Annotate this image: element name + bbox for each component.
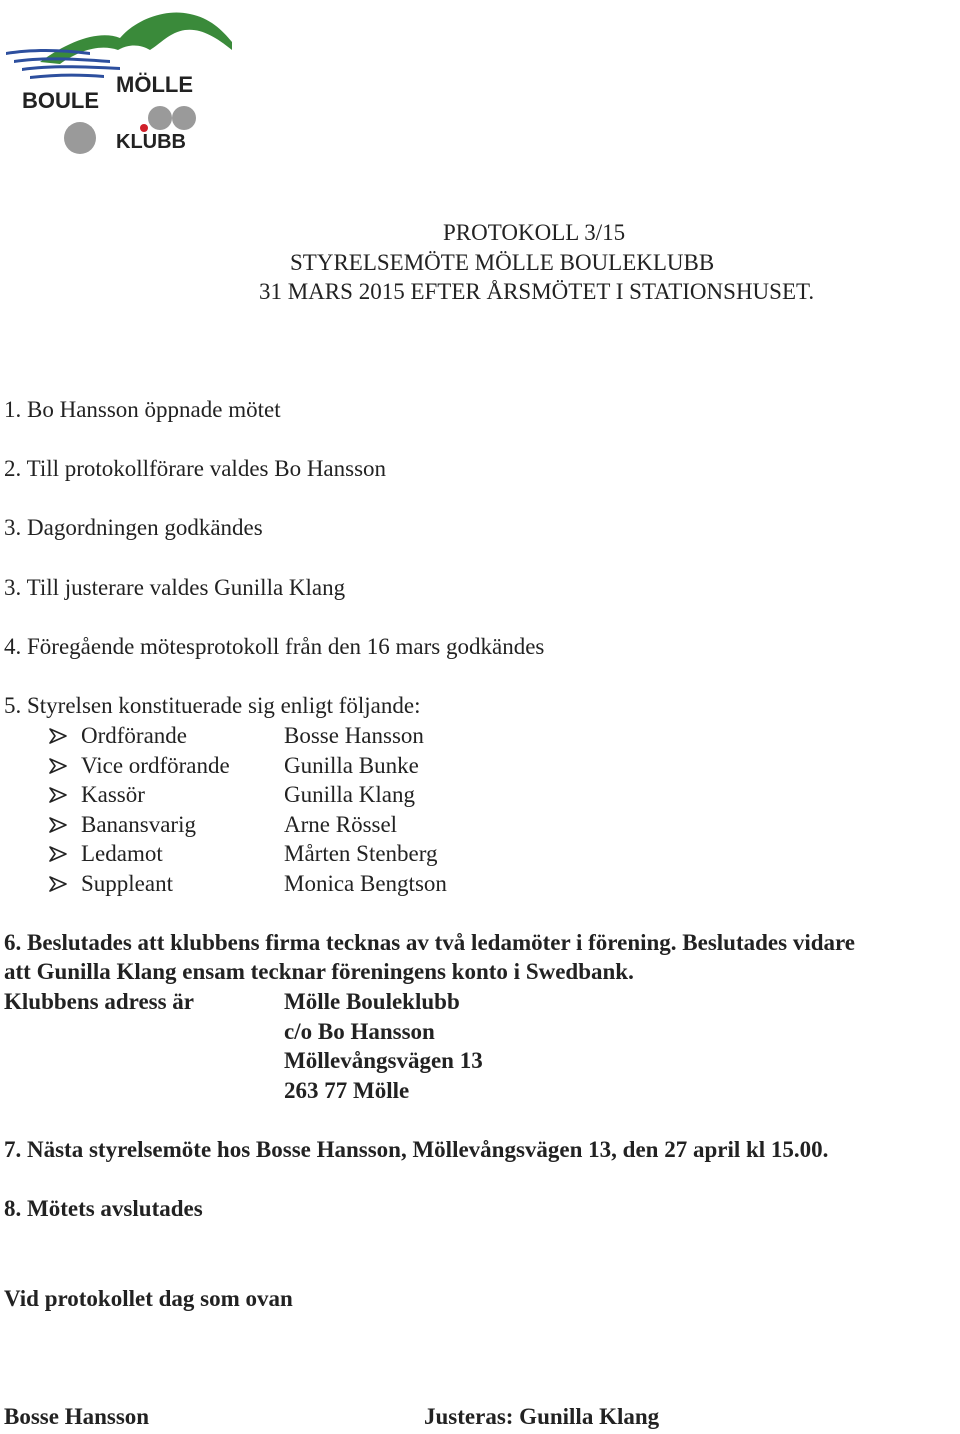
- role-person: Monica Bengtson: [284, 871, 447, 896]
- address-label: Klubbens adress är: [4, 989, 195, 1014]
- arrow-bullet-icon: [48, 810, 70, 840]
- item-7: 7. Nästa styrelsemöte hos Bosse Hansson, Möllevångsvägen 13, den 27 april kl 15.00.: [4, 1137, 829, 1162]
- role-person: Mårten Stenberg: [284, 841, 438, 867]
- logo-text-molle: MÖLLE: [116, 72, 193, 97]
- address-line-4: 263 77 Mölle: [284, 1078, 410, 1103]
- item-5: 5. Styrelsen konstituerade sig enligt följande:: [4, 693, 421, 718]
- club-logo: [0, 0, 240, 160]
- signature-left: Bosse Hansson: [4, 1404, 150, 1429]
- item-4: 4. Föregående mötesprotokoll från den 16 mars godkändes: [4, 634, 545, 659]
- role-person: Gunilla Klang: [284, 782, 415, 808]
- role-title: Suppleant: [81, 871, 173, 896]
- address-line-3: Möllevångsvägen 13: [284, 1048, 483, 1073]
- logo-text-klubb: KLUBB: [116, 131, 186, 153]
- role-title: Banansvarig: [81, 811, 196, 837]
- role-person: Bosse Hansson: [284, 723, 424, 748]
- item-3-agenda: 3. Dagordningen godkändes: [4, 515, 263, 540]
- item-6-line-2: att Gunilla Klang ensam tecknar föreningens konto i Swedbank.: [4, 959, 634, 984]
- address-line-1: Mölle Bouleklubb: [284, 989, 460, 1014]
- role-title: Ledamot: [81, 841, 163, 867]
- arrow-bullet-icon: [48, 869, 70, 899]
- arrow-bullet-icon: [48, 839, 70, 869]
- item-8: 8. Mötets avslutades: [4, 1196, 203, 1221]
- item-6-line-1: 6. Beslutades att klubbens firma tecknas av två ledamöter i förening. Beslutades vidare: [4, 930, 856, 955]
- role-title: Ordförande: [81, 723, 188, 748]
- logo-text-boule: BOULE: [22, 88, 99, 113]
- club-logo-graphic: [0, 0, 240, 160]
- address-line-2: c/o Bo Hansson: [284, 1019, 435, 1044]
- role-title: Vice ordförande: [81, 752, 230, 778]
- arrow-bullet-icon: [48, 780, 70, 810]
- signature-right: Justeras: Gunilla Klang: [424, 1404, 660, 1429]
- item-2: 2. Till protokollförare valdes Bo Hansson: [4, 456, 387, 481]
- protocol-title: PROTOKOLL 3/15: [443, 220, 626, 245]
- role-person: Gunilla Bunke: [284, 752, 419, 778]
- meeting-date-place: 31 MARS 2015 EFTER ÅRSMÖTET I STATIONSHUSET.: [259, 279, 815, 304]
- arrow-bullet-icon: [48, 721, 70, 751]
- item-3-adjuster: 3. Till justerare valdes Gunilla Klang: [4, 575, 346, 600]
- arrow-bullet-icon: [48, 751, 70, 781]
- item-1: 1. Bo Hansson öppnade mötet: [4, 397, 281, 422]
- closing-text: Vid protokollet dag som ovan: [4, 1286, 293, 1311]
- role-person: Arne Rössel: [284, 811, 398, 837]
- role-title: Kassör: [81, 782, 145, 808]
- meeting-title: STYRELSEMÖTE MÖLLE BOULEKLUBB: [290, 250, 715, 275]
